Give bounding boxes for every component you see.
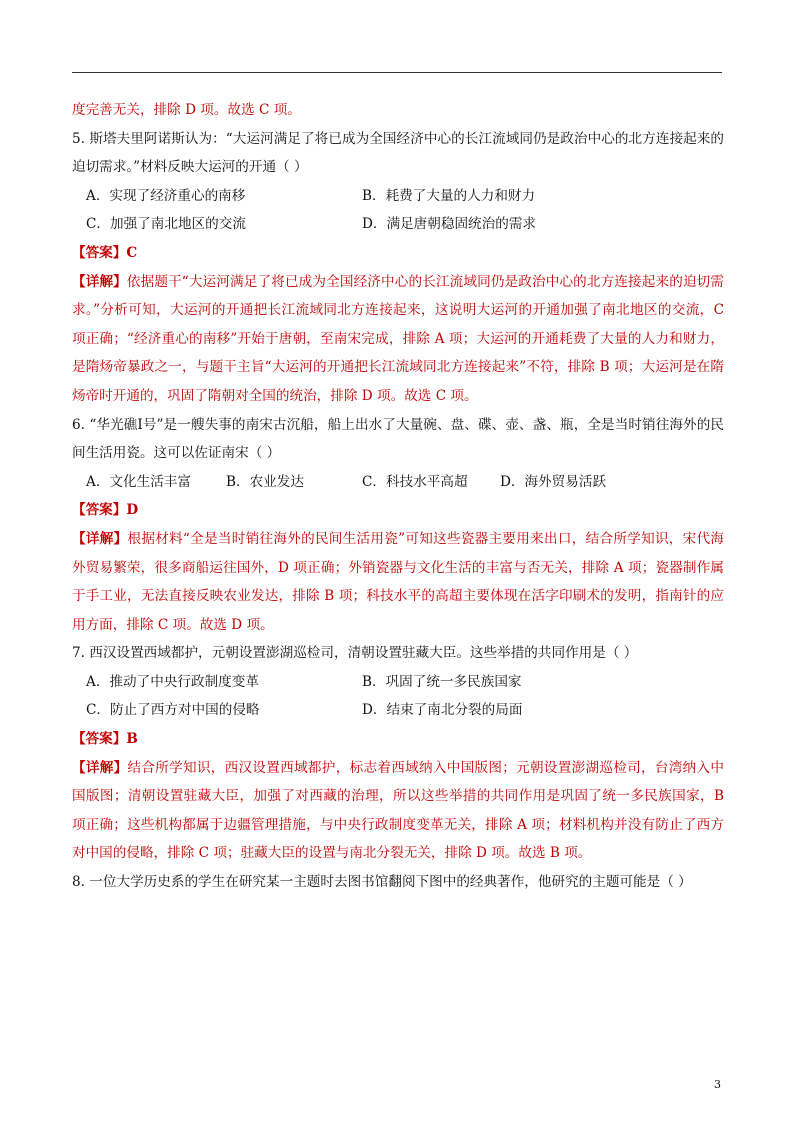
answer-value: D [126, 502, 139, 519]
option-b: B．农业发达 [226, 473, 304, 490]
detail-text: 依据题干“大运河满足了将已成为全国经济中心的长江流域同仍是政治中心的北方连接起来的迫切需求。”分析可知，大运河的开通把长江流域同北方连接起来，这说明大运河的开通加强了南北地区的交流，C 项正确；“经济重心的南移”开始于唐朝，至南宋完成，排除 A 项；大运河的开通耗费了大量的人力和财力，是隋炀帝暴政之一，与题干主旨“大运河的开通把长江流域同北方连接起来”不符，排除 B 项；大运河是在隋炀帝时开通的，巩固了隋朝对全国的统治，排除 D 项。故选 C 项。 [72, 273, 725, 404]
option-a: A．实现了经济重心的南移 [86, 187, 246, 204]
option-d: D．满足唐朝稳固统治的需求 [362, 216, 537, 233]
detail-label: 【详解】 [72, 273, 127, 290]
answer-label: 【答案】 [72, 731, 127, 748]
header-rule [72, 72, 722, 73]
option-d: D．海外贸易活跃 [500, 473, 607, 490]
answer-value: B [126, 731, 138, 748]
answer-line [72, 239, 724, 268]
option-b: B．巩固了统一多民族国家 [362, 673, 522, 690]
detail-line [72, 525, 724, 639]
detail-label: 【详解】 [72, 759, 128, 776]
answer-label: 【答案】 [72, 244, 127, 261]
question-stem: 5. 斯塔夫里阿诺斯认为：“大运河满足了将已成为全国经济中心的长江流域同仍是政治中心的北方连接起来的迫切需求。”材料反映大运河的开通（ ） [72, 130, 724, 176]
option-c: C．防止了西方对中国的侵略 [86, 702, 260, 719]
option-b: B．耗费了大量的人力和财力 [362, 187, 536, 204]
question-8 [72, 868, 724, 897]
option-a: A．推动了中央行政制度变革 [86, 673, 259, 690]
question-5 [72, 125, 724, 411]
question-stem: 6. “华光礁Ⅰ号”是一艘失事的南宋古沉船，船上出水了大量碗、盘、碟、壶、盏、瓶，全是当时销往海外的民间生活用瓷。这可以佐证南宋（ ） [72, 416, 724, 462]
options-row [72, 182, 724, 211]
question-stem: 8. 一位大学历史系的学生在研究某一主题时去图书馆翻阅下图中的经典著作，他研究的主题可能是（ ） [72, 874, 692, 891]
detail-text: 根据材料“全是当时销往海外的民间生活用瓷”可知这些瓷器主要用来出口，结合所学知识，宋代海外贸易繁荣，很多商船运往国外，D 项正确；外销瓷器与文化生活的丰富与否无关，排除 A 项；瓷器制作属于手工业，无法直接反映农业发达，排除 B 项；科技水平的高超主要体现在活字印刷术的发明，指南针的应用方面，排除 C 项。故选 D 项。 [72, 530, 724, 633]
detail-line [72, 754, 724, 868]
answer-label: 【答案】 [72, 502, 127, 519]
question-stem: 7. 西汉设置西域都护，元朝设置澎湖巡检司，清朝设置驻藏大臣。这些举措的共同作用是（ ） [72, 645, 638, 662]
page-content [72, 96, 724, 897]
detail-line [72, 268, 724, 411]
previous-analysis-tail: 度完善无关，排除 D 项。故选 C 项。 [72, 102, 301, 118]
option-d: D．结束了南北分裂的局面 [362, 702, 523, 719]
option-a: A．文化生活丰富 [86, 473, 191, 490]
question-7 [72, 639, 724, 868]
answer-line [72, 725, 724, 754]
question-6 [72, 411, 724, 640]
options-row [72, 696, 724, 725]
options-row [72, 210, 724, 239]
option-c: C．科技水平高超 [362, 473, 468, 490]
answer-value: C [126, 244, 138, 261]
option-c: C．加强了南北地区的交流 [86, 216, 246, 233]
options-row [72, 668, 724, 697]
detail-text: 结合所学知识，西汉设置西域都护，标志着西域纳入中国版图；元朝设置澎湖巡检司，台湾纳入中国版图；清朝设置驻藏大臣，加强了对西藏的治理，所以这些举措的共同作用是巩固了统一多民族国家，B 项正确；这些机构都属于边疆管理措施，与中央行政制度变革无关，排除 A 项；材料机构并没有防止了西方对中国的侵略，排除 C 项；驻藏大臣的设置与南北分裂无关，排除 D 项。故选 B 项。 [72, 759, 724, 862]
detail-label: 【详解】 [72, 530, 128, 547]
options-row [72, 468, 724, 497]
page-number: 3 [714, 1078, 721, 1091]
answer-line [72, 496, 724, 525]
